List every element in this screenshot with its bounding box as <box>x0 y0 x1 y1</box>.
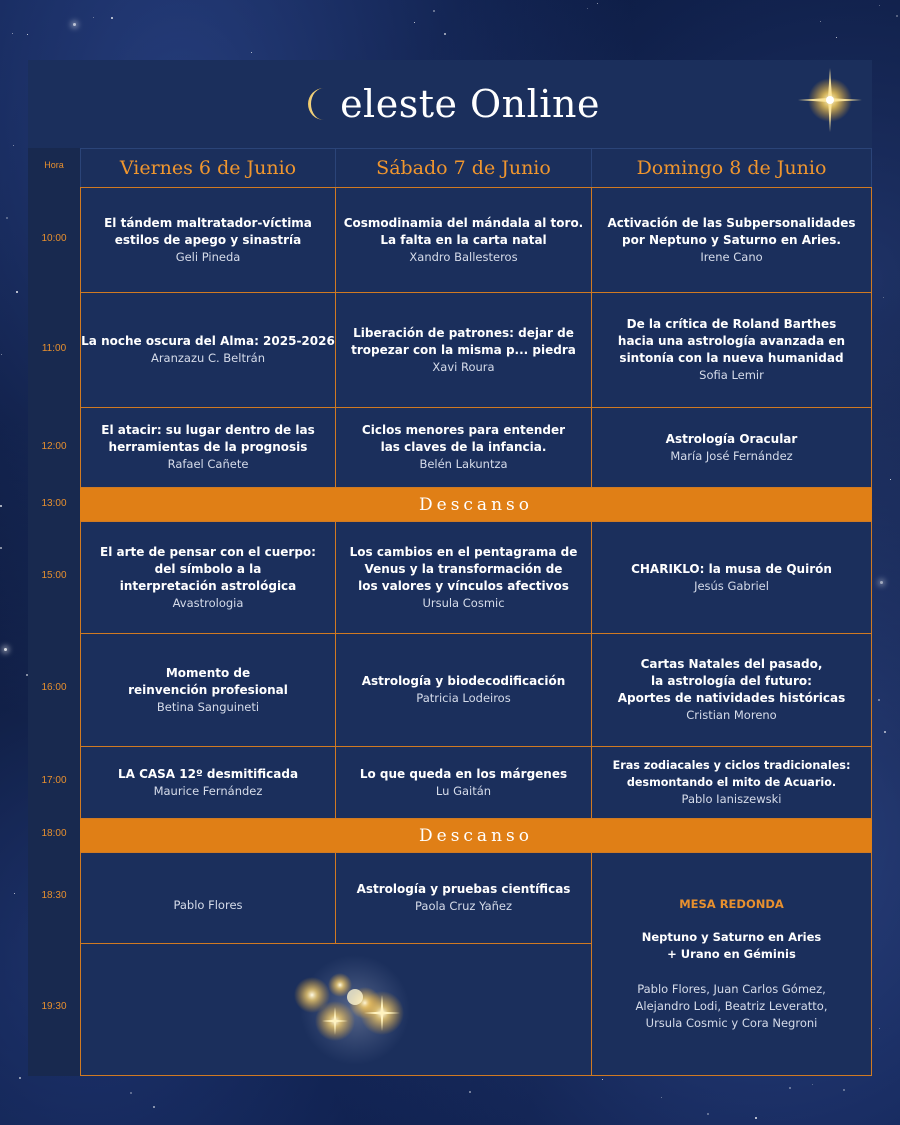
star-dot <box>19 1077 21 1079</box>
session-title: De la crítica de Roland Barthes hacia una astrología avanzada en sintonía con la nueva humanidad <box>617 317 846 365</box>
session-speaker: María José Fernández <box>670 448 793 463</box>
session-title: Astrología y biodecodificación <box>361 674 566 688</box>
time-label: 17:00 <box>41 775 67 786</box>
session-cell <box>80 187 336 293</box>
time-column <box>28 148 80 1076</box>
page-title: eleste Online <box>340 82 600 126</box>
session-cell <box>335 852 592 944</box>
star-dot <box>587 8 588 9</box>
star-dot <box>836 37 837 38</box>
session-cell <box>335 633 592 747</box>
session-cell <box>80 746 336 819</box>
star-dot <box>883 297 884 298</box>
star-dot <box>661 1097 662 1098</box>
session-title: Cartas Natales del pasado, la astrología del futuro: Aportes de natividades históricas <box>617 657 846 705</box>
star-dot <box>16 291 18 293</box>
star-dot <box>843 1089 845 1091</box>
star-dot <box>469 1091 471 1093</box>
time-label: 16:00 <box>41 682 67 693</box>
session-speaker: Cristian Moreno <box>686 708 777 722</box>
time-column-header: Hora <box>44 160 64 170</box>
star-dot <box>878 699 880 701</box>
session-speaker: Aranzazu C. Beltrán <box>150 351 266 365</box>
time-label: 18:30 <box>41 890 67 901</box>
session-speaker: Maurice Fernández <box>153 783 263 798</box>
session-speaker: Betina Sanguineti <box>156 699 260 714</box>
session-title: Activación de las Subpersonalidades por Neptuno y Saturno en Aries. <box>607 215 856 247</box>
session-cell <box>80 852 336 944</box>
star-dot <box>884 731 886 733</box>
session-speaker: Patricia Lodeiros <box>416 691 511 705</box>
break-banner: Descanso <box>80 819 872 852</box>
time-label: 12:00 <box>41 441 67 452</box>
round-table-title: Neptuno y Saturno en Aries + Urano en Géminis <box>641 929 822 961</box>
break-banner: Descanso <box>80 488 872 521</box>
session-speaker: Sofia Lemir <box>699 368 764 382</box>
star-dot <box>820 21 821 22</box>
time-label: 10:00 <box>41 233 67 244</box>
round-table-speakers: Pablo Flores, Juan Carlos Gómez, Alejandro Lodi, Beatriz Leveratto, Ursula Cosmic y Cora Negroni <box>635 981 828 1030</box>
star-dot <box>13 145 14 146</box>
star-dot <box>444 33 446 35</box>
sparkle-star-icon <box>790 62 870 142</box>
session-speaker: Pablo Ianiszewski <box>681 792 782 806</box>
session-title: LA CASA 12º desmitificada <box>117 766 299 781</box>
session-cell <box>80 407 336 488</box>
star-dot <box>879 5 880 6</box>
star-dot <box>251 52 252 53</box>
time-label: 15:00 <box>41 570 67 581</box>
star-dot <box>153 1106 155 1108</box>
session-speaker: Xandro Ballesteros <box>409 249 518 264</box>
session-speaker: Xavi Roura <box>432 359 495 374</box>
session-cell <box>591 187 872 293</box>
session-speaker: Ursula Cosmic <box>422 595 505 610</box>
session-cell <box>591 633 872 747</box>
session-speaker: Paola Cruz Yañez <box>414 899 513 913</box>
star-dot <box>27 34 28 35</box>
star-dot <box>4 648 7 651</box>
session-cell <box>335 746 592 819</box>
crescent-moon-icon <box>300 84 336 124</box>
session-speaker: Lu Gaitán <box>435 783 492 798</box>
star-dot <box>602 1079 603 1080</box>
session-title: El tándem maltratador-víctima estilos de apego y sinastría <box>104 215 312 247</box>
session-cell <box>335 521 592 634</box>
session-cell <box>591 407 872 488</box>
session-title: Cosmodinamia del mándala al toro. La falta en la carta natal <box>343 215 584 247</box>
star-dot <box>755 1117 757 1119</box>
star-dot <box>111 17 113 19</box>
day-header-friday: Viernes 6 de Junio <box>80 148 336 188</box>
star-dot <box>1 354 2 355</box>
star-dot <box>597 3 598 4</box>
star-dot <box>789 1087 791 1089</box>
round-table-cell <box>591 852 872 1076</box>
session-speaker: Pablo Flores <box>173 897 243 912</box>
session-cell <box>80 521 336 634</box>
star-dot <box>0 505 2 507</box>
session-title: Astrología Oracular <box>665 431 798 446</box>
time-label: 19:30 <box>41 1001 67 1012</box>
star-dot <box>130 1092 132 1094</box>
session-title: La noche oscura del Alma: 2025-2026 <box>81 334 335 348</box>
time-label: 13:00 <box>41 498 67 509</box>
star-dot <box>879 1028 880 1029</box>
session-title: El arte de pensar con el cuerpo: del símbolo a la interpretación astrológica <box>100 544 316 593</box>
star-dot <box>73 23 76 26</box>
session-speaker: Jesús Gabriel <box>694 578 769 593</box>
star-dot <box>896 15 898 17</box>
session-speaker: Belén Lakuntza <box>419 457 508 471</box>
star-dot <box>14 893 15 894</box>
session-title: Los cambios en el pentagrama de Venus y la transformación de los valores y vínculos afectivos <box>349 544 578 593</box>
session-speaker: Avastrologia <box>172 595 244 610</box>
day-header-saturday: Sábado 7 de Junio <box>335 148 592 188</box>
session-title: Astrología y pruebas científicas <box>356 882 571 896</box>
star-dot <box>890 479 891 480</box>
star-dot <box>6 217 8 219</box>
session-cell <box>335 407 592 488</box>
session-cell <box>335 187 592 293</box>
header <box>28 60 872 148</box>
star-dot <box>0 547 2 549</box>
star-dot <box>707 1113 709 1115</box>
time-label: 18:00 <box>41 828 67 839</box>
day-header-sunday: Domingo 8 de Junio <box>591 148 872 188</box>
session-cell <box>335 292 592 408</box>
session-speaker: Rafael Cañete <box>167 457 249 471</box>
session-cell <box>591 521 872 634</box>
session-title: El atacir: su lugar dentro de las herramientas de la prognosis <box>101 423 315 454</box>
session-cell <box>591 746 872 819</box>
session-cell <box>80 633 336 747</box>
time-label: 11:00 <box>41 343 67 354</box>
star-dot <box>12 33 13 34</box>
session-title: CHARIKLO: la musa de Quirón <box>631 561 832 576</box>
session-cell <box>591 292 872 408</box>
session-title: Momento de reinvención profesional <box>128 665 288 697</box>
star-dot <box>812 1084 813 1085</box>
session-title: Lo que queda en los márgenes <box>359 766 568 781</box>
session-cell <box>80 292 336 408</box>
glowing-orbs-icon <box>270 955 440 1065</box>
round-table-label: MESA REDONDA <box>679 896 784 911</box>
session-speaker: Irene Cano <box>700 249 763 264</box>
star-dot <box>880 581 883 584</box>
star-dot <box>93 17 94 18</box>
session-title: Ciclos menores para entender las claves de la infancia. <box>361 423 566 454</box>
session-title: Eras zodiacales y ciclos tradicionales: desmontando el mito de Acuario. <box>612 759 851 789</box>
star-dot <box>414 22 415 23</box>
session-title: Liberación de patrones: dejar de tropezar con la misma p... piedra <box>351 325 576 357</box>
star-dot <box>433 10 435 12</box>
session-speaker: Geli Pineda <box>175 249 241 264</box>
